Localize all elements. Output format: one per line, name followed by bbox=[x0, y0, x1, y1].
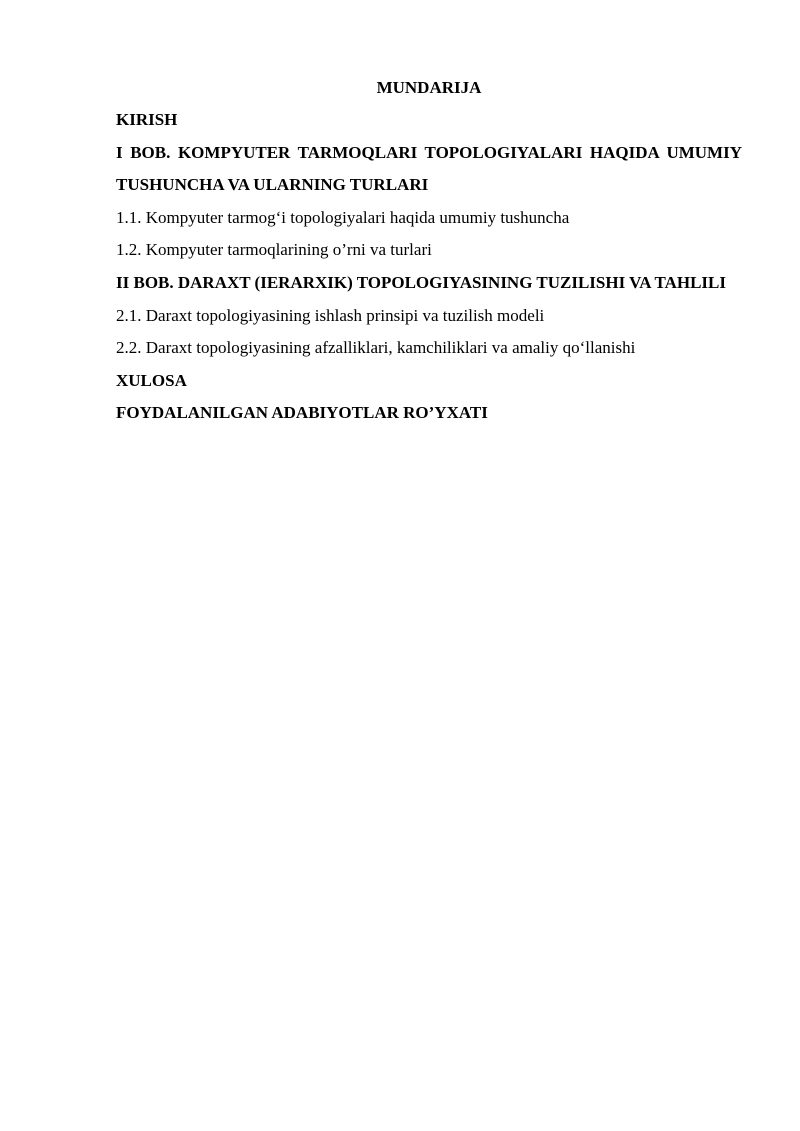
toc-list bbox=[116, 104, 742, 430]
page-title: MUNDARIJA bbox=[376, 78, 482, 97]
toc-entry-section-1-2: 1.2. Kompyuter tarmoqlarining o’rni va turlari bbox=[116, 240, 432, 260]
toc-entry-section-1-1: 1.1. Kompyuter tarmog‘i topologiyalari haqida umumiy tushuncha bbox=[116, 207, 570, 227]
toc-entry-section-2-2: 2.2. Daraxt topologiyasining afzalliklari, kamchiliklari va amaliy qo‘llanishi bbox=[116, 338, 636, 358]
toc-entry-chapter-2: II BOB. DARAXT (IERARXIK) TOPOLOGIYASINING TUZILISHI VA TAHLILI bbox=[116, 272, 726, 292]
toc-entry-introduction: KIRISH bbox=[116, 110, 178, 129]
toc-entry-section-2-1: 2.1. Daraxt topologiyasining ishlash prinsipi va tuzilish modeli bbox=[116, 305, 545, 325]
table-of-contents bbox=[116, 74, 742, 430]
toc-entry-references: FOYDALANILGAN ADABIYOTLAR RO’YXATI bbox=[116, 403, 488, 423]
toc-entry-conclusion: XULOSA bbox=[116, 370, 187, 390]
toc-entry-chapter-1: I BOB. KOMPYUTER TARMOQLARI TOPOLOGIYALARI HAQIDA UMUMIY TUSHUNCHA VA ULARNING TURLARI bbox=[116, 142, 742, 195]
